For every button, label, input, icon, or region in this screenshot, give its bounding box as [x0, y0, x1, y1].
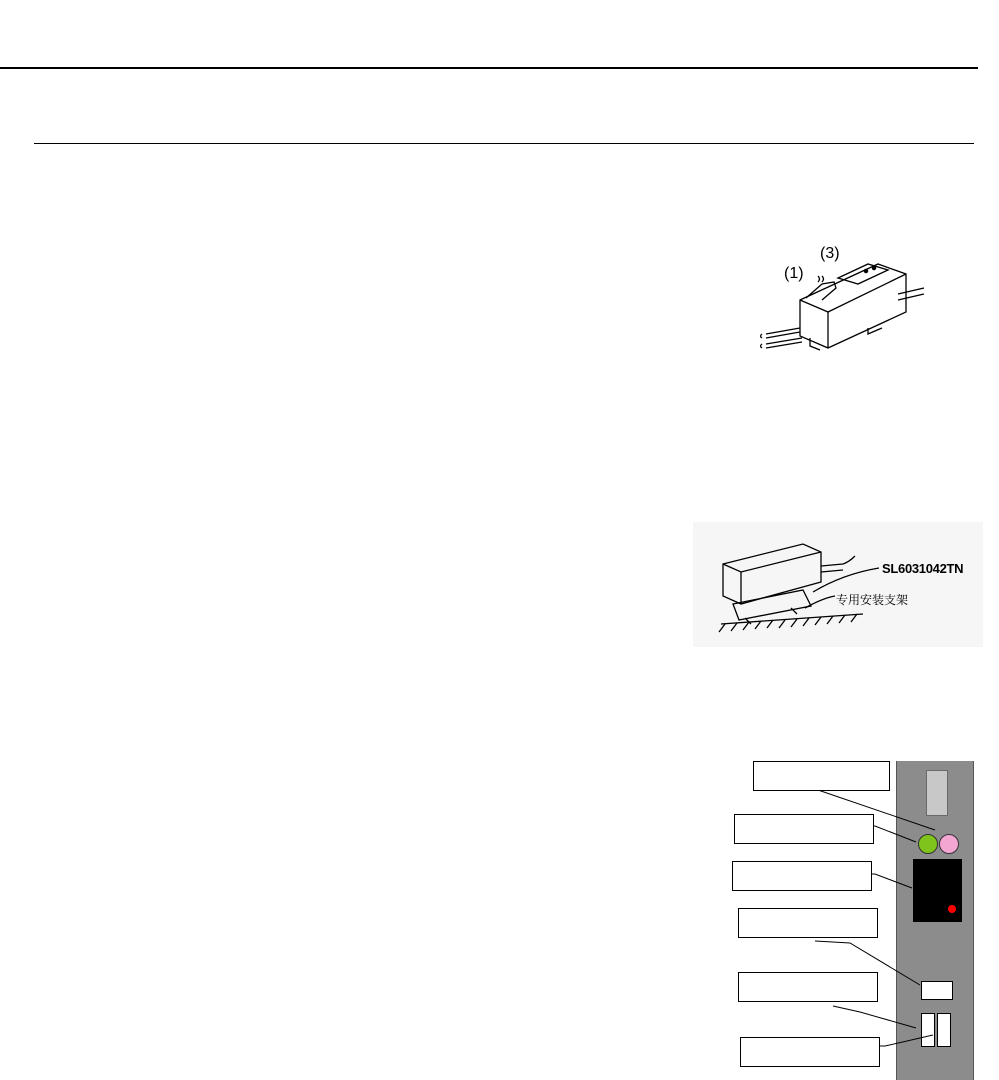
front-panel	[896, 761, 974, 1080]
callout-box-4	[738, 908, 878, 938]
bracket-caption: 专用安装支架	[836, 593, 909, 607]
pink-indicator-led	[939, 834, 959, 854]
digital-display	[913, 859, 962, 922]
set-button-right	[937, 1013, 951, 1047]
mode-button	[921, 981, 953, 1000]
header-rule	[0, 67, 978, 69]
callout-box-6	[740, 1037, 880, 1067]
callout-box-5	[738, 972, 878, 1002]
callout-box-1	[753, 761, 890, 791]
callout-box-2	[734, 814, 874, 844]
decimal-point-dot	[948, 905, 956, 913]
bracket-model-number: SL6031042TN	[882, 561, 964, 576]
section-rule	[34, 143, 974, 144]
figure1-label-3: (3)	[820, 245, 840, 262]
panel-top-slot	[926, 770, 948, 816]
mounting-bracket-figure	[693, 522, 983, 647]
green-indicator-led	[918, 834, 938, 854]
set-button-left	[921, 1013, 935, 1047]
figure1-label-1: (1)	[784, 265, 804, 282]
mounting-bracket-sketch	[693, 522, 983, 647]
callout-box-3	[732, 861, 872, 891]
fiber-amplifier-figure	[748, 238, 928, 363]
